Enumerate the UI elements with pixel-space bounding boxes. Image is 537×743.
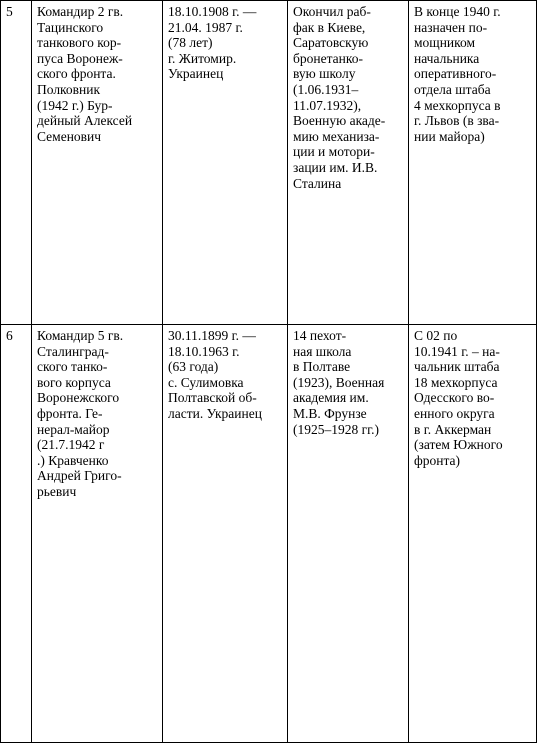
service-cell: С 02 по 10.1941 г. – на- чальник штаба 18 мехкорпуса Одесского во- енного округа в г. Аккерман (затем Южного фронта) [409,325,537,743]
education-cell: 14 пехот- ная школа в Полтаве (1923), Военная академия им. М.В. Фрунзе (1925–1928 гг.) [288,325,409,743]
commander-cell: Командир 2 гв. Тацинского танкового кор- пуса Воронеж- ского фронта. Полковник (1942 г.) Бур- дейный Алексей Семенович [32,1,163,325]
dates-cell: 30.11.1899 г. — 18.10.1963 г. (63 года) с. Сулимовка Полтавской об- ласти. Украинец [163,325,288,743]
dates-cell: 18.10.1908 г. — 21.04. 1987 г. (78 лет) г. Житомир. Украинец [163,1,288,325]
education-cell: Окончил раб- фак в Киеве, Саратовскую бронетанко- вую школу (1.06.1931– 11.07.1932), Военную акаде- мию механиза- ции и мотори- зации им. И.В. Сталина [288,1,409,325]
commander-cell: Командир 5 гв. Сталинград- ского танко- вого корпуса Воронежского фронта. Ге- нерал-майор (21.7.1942 г .) Кравченко Андрей Григо- рьевич [32,325,163,743]
table-row [1,1,537,325]
row-number-cell: 5 [1,1,32,325]
row-number-cell: 6 [1,325,32,743]
table-row [1,325,537,743]
service-cell: В конце 1940 г. назначен по- мощником начальника оперативного- отдела штаба 4 мехкорпуса в г. Львов (в зва- нии майора) [409,1,537,325]
